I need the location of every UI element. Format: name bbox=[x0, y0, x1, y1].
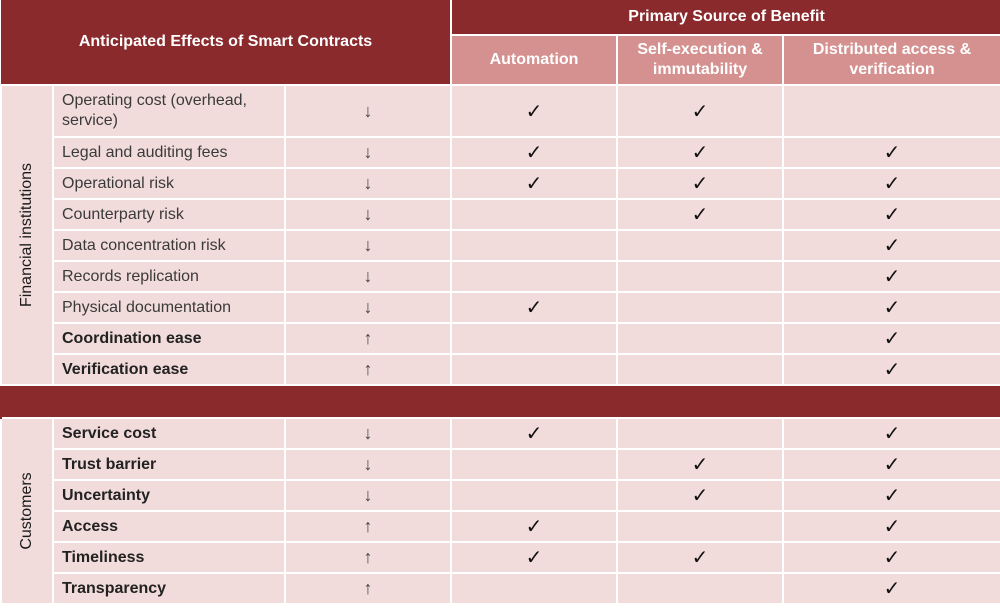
arrow-down-icon: ↓ bbox=[285, 292, 451, 323]
checkmark-icon: ✓ bbox=[783, 168, 1000, 199]
effect-label: Trust barrier bbox=[53, 449, 285, 480]
effect-label: Records replication bbox=[53, 261, 285, 292]
arrow-up-icon: ↑ bbox=[285, 323, 451, 354]
table-row bbox=[1, 168, 1000, 199]
empty-cell bbox=[617, 292, 783, 323]
table-row bbox=[1, 292, 1000, 323]
table-row bbox=[1, 85, 1000, 137]
effect-label: Legal and auditing fees bbox=[53, 137, 285, 168]
checkmark-icon: ✓ bbox=[451, 511, 617, 542]
arrow-down-icon: ↓ bbox=[285, 480, 451, 511]
arrow-up-icon: ↑ bbox=[285, 354, 451, 385]
table-row bbox=[1, 511, 1000, 542]
group-separator bbox=[1, 385, 1000, 418]
checkmark-icon: ✓ bbox=[783, 292, 1000, 323]
effect-label: Data concentration risk bbox=[53, 230, 285, 261]
checkmark-icon: ✓ bbox=[617, 168, 783, 199]
column-header-distributed-access: Distributed access & verification bbox=[783, 35, 1000, 85]
checkmark-icon: ✓ bbox=[617, 480, 783, 511]
checkmark-icon: ✓ bbox=[451, 542, 617, 573]
checkmark-icon: ✓ bbox=[451, 85, 617, 137]
checkmark-icon: ✓ bbox=[451, 168, 617, 199]
effect-label: Service cost bbox=[53, 418, 285, 449]
checkmark-icon: ✓ bbox=[617, 137, 783, 168]
table-title: Anticipated Effects of Smart Contracts bbox=[1, 0, 451, 85]
checkmark-icon: ✓ bbox=[783, 449, 1000, 480]
checkmark-icon: ✓ bbox=[783, 261, 1000, 292]
group-cell bbox=[1, 418, 53, 604]
arrow-down-icon: ↓ bbox=[285, 85, 451, 137]
arrow-down-icon: ↓ bbox=[285, 449, 451, 480]
empty-cell bbox=[451, 573, 617, 604]
table-row bbox=[1, 261, 1000, 292]
checkmark-icon: ✓ bbox=[783, 323, 1000, 354]
empty-cell bbox=[451, 261, 617, 292]
checkmark-icon: ✓ bbox=[783, 137, 1000, 168]
empty-cell bbox=[617, 323, 783, 354]
table-row bbox=[1, 449, 1000, 480]
empty-cell bbox=[617, 354, 783, 385]
group-cell bbox=[1, 85, 53, 385]
arrow-down-icon: ↓ bbox=[285, 418, 451, 449]
table-row bbox=[1, 137, 1000, 168]
arrow-down-icon: ↓ bbox=[285, 137, 451, 168]
empty-cell bbox=[451, 449, 617, 480]
checkmark-icon: ✓ bbox=[451, 418, 617, 449]
arrow-up-icon: ↑ bbox=[285, 542, 451, 573]
table-row bbox=[1, 199, 1000, 230]
empty-cell bbox=[451, 199, 617, 230]
table-row bbox=[1, 354, 1000, 385]
empty-cell bbox=[783, 85, 1000, 137]
empty-cell bbox=[451, 480, 617, 511]
checkmark-icon: ✓ bbox=[783, 573, 1000, 604]
effect-label: Counterparty risk bbox=[53, 199, 285, 230]
effect-label: Coordination ease bbox=[53, 323, 285, 354]
checkmark-icon: ✓ bbox=[451, 137, 617, 168]
checkmark-icon: ✓ bbox=[783, 199, 1000, 230]
effect-label: Timeliness bbox=[53, 542, 285, 573]
arrow-up-icon: ↑ bbox=[285, 511, 451, 542]
effect-label: Operational risk bbox=[53, 168, 285, 199]
effect-label: Transparency bbox=[53, 573, 285, 604]
effect-label: Access bbox=[53, 511, 285, 542]
group-label: Customers bbox=[18, 472, 35, 550]
primary-source-header: Primary Source of Benefit bbox=[451, 0, 1000, 35]
arrow-up-icon: ↑ bbox=[285, 573, 451, 604]
checkmark-icon: ✓ bbox=[783, 511, 1000, 542]
empty-cell bbox=[451, 323, 617, 354]
empty-cell bbox=[617, 261, 783, 292]
separator-bar bbox=[1, 385, 1000, 418]
empty-cell bbox=[617, 573, 783, 604]
empty-cell bbox=[617, 511, 783, 542]
empty-cell bbox=[451, 354, 617, 385]
arrow-down-icon: ↓ bbox=[285, 261, 451, 292]
effect-label: Operating cost (overhead, service) bbox=[53, 85, 285, 137]
checkmark-icon: ✓ bbox=[783, 480, 1000, 511]
table-row bbox=[1, 542, 1000, 573]
effect-label: Verification ease bbox=[53, 354, 285, 385]
table-row bbox=[1, 230, 1000, 261]
empty-cell bbox=[617, 418, 783, 449]
checkmark-icon: ✓ bbox=[617, 199, 783, 230]
checkmark-icon: ✓ bbox=[451, 292, 617, 323]
arrow-down-icon: ↓ bbox=[285, 168, 451, 199]
empty-cell bbox=[451, 230, 617, 261]
table-row bbox=[1, 480, 1000, 511]
column-header-self-execution: Self-execution & immutability bbox=[617, 35, 783, 85]
effect-label: Physical documentation bbox=[53, 292, 285, 323]
checkmark-icon: ✓ bbox=[617, 542, 783, 573]
column-header-automation: Automation bbox=[451, 35, 617, 85]
table-row bbox=[1, 323, 1000, 354]
empty-cell bbox=[617, 230, 783, 261]
checkmark-icon: ✓ bbox=[783, 542, 1000, 573]
checkmark-icon: ✓ bbox=[783, 230, 1000, 261]
checkmark-icon: ✓ bbox=[617, 85, 783, 137]
table-row bbox=[1, 418, 1000, 449]
effect-label: Uncertainty bbox=[53, 480, 285, 511]
table-row bbox=[1, 573, 1000, 604]
checkmark-icon: ✓ bbox=[783, 418, 1000, 449]
arrow-down-icon: ↓ bbox=[285, 199, 451, 230]
group-label: Financial institutions bbox=[18, 162, 35, 308]
checkmark-icon: ✓ bbox=[617, 449, 783, 480]
checkmark-icon: ✓ bbox=[783, 354, 1000, 385]
arrow-down-icon: ↓ bbox=[285, 230, 451, 261]
